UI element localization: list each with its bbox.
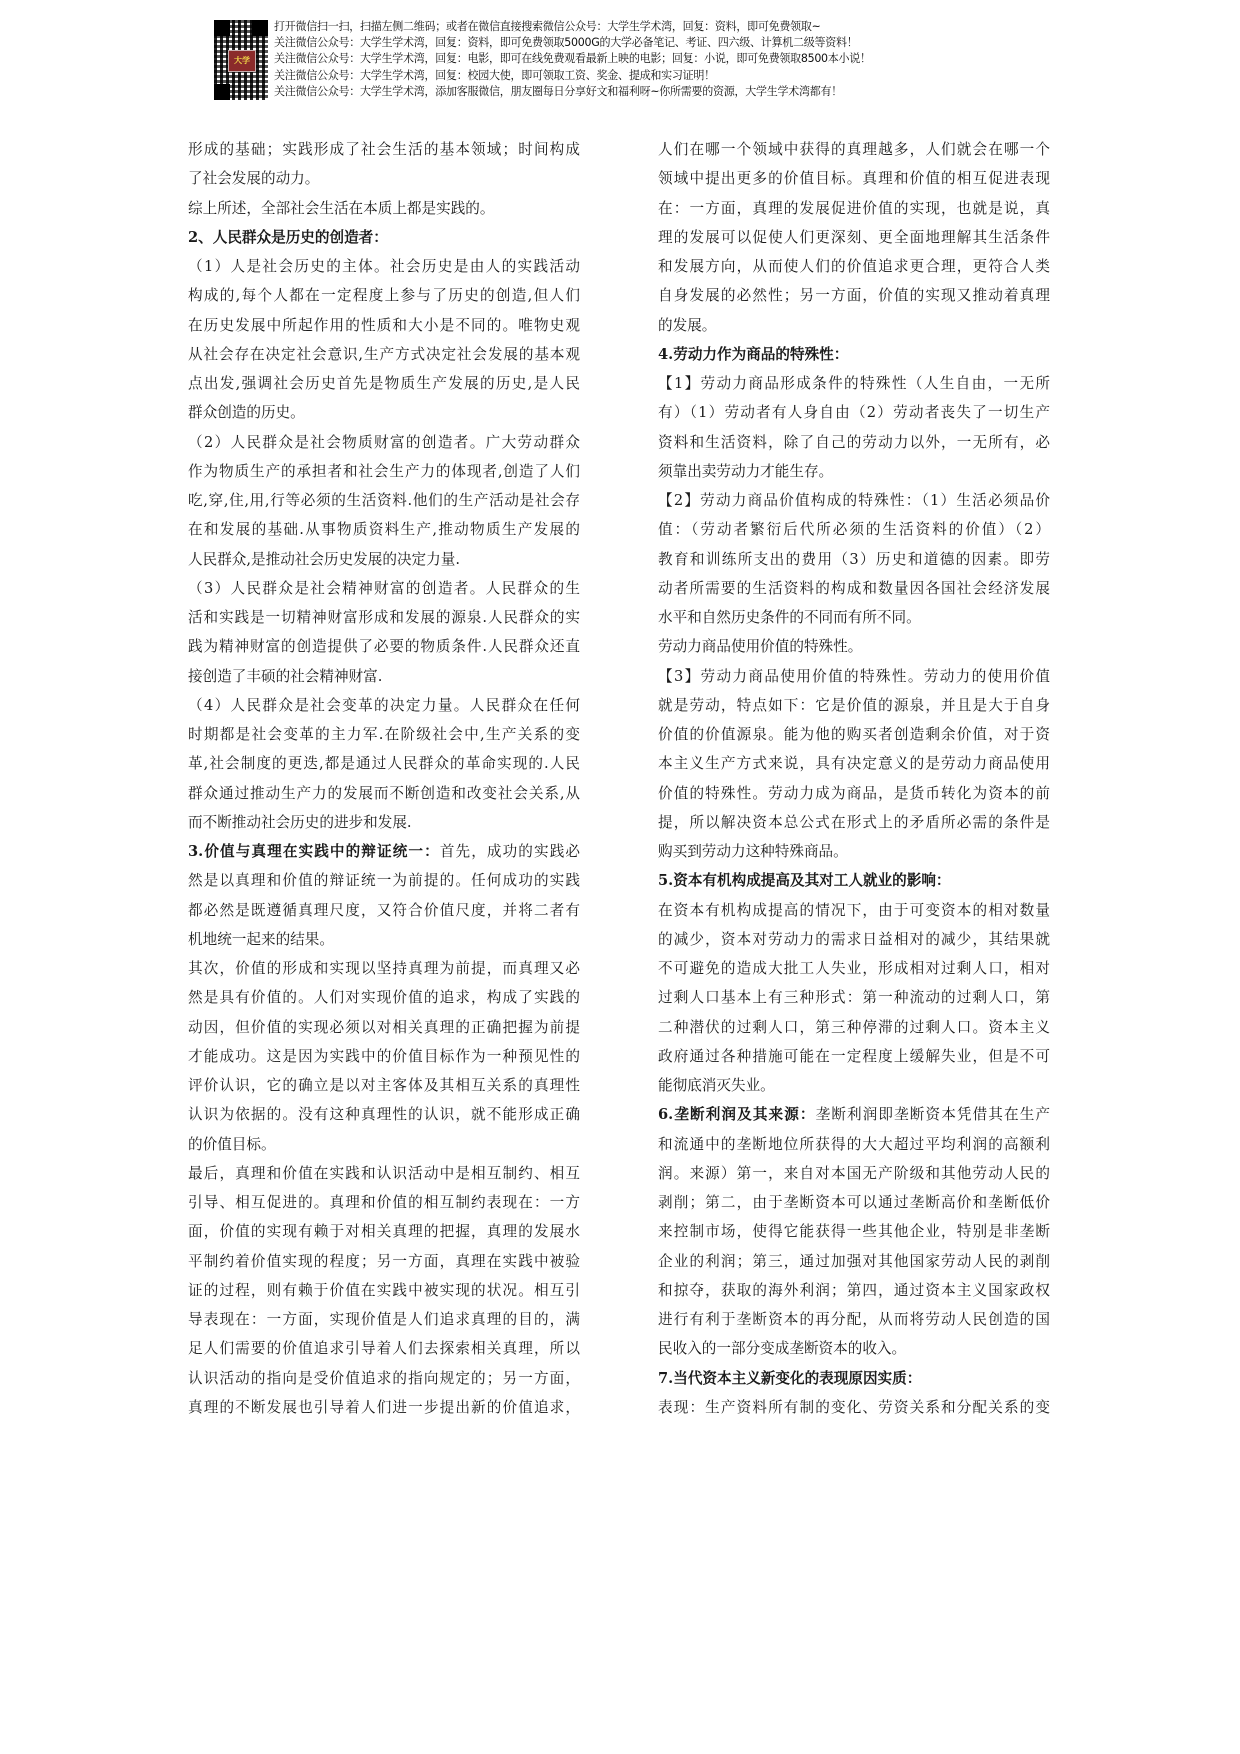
paragraph-line [658,1334,1050,1363]
paragraph-line [188,1188,580,1217]
paragraph-line [658,1130,1050,1159]
body-text: 教育和训练所支出的费用（3）历史和道德的因素。即劳 [658,550,1050,568]
body-text: 认识活动的指向是受价值追求的指向规定的；另一方面， [188,1369,580,1387]
body-text: 的减少，资本对劳动力的需求日益相对的减少，其结果就 [658,930,1050,948]
paragraph-line [658,896,1050,925]
body-text: 价值的特殊性。劳动力成为商品，是货币转化为资本的前 [658,784,1050,802]
paragraph-line [188,515,580,544]
paragraph-line [658,662,1050,691]
body-text: 活和实践是一切精神财富形成和发展的源泉.人民群众的实 [188,609,580,626]
body-text: 润。来源）第一，来自对本国无产阶级和其他劳动人民的 [658,1164,1050,1182]
body-text: 然是具有价值的。人们对实现价值的追求，构成了实践的 [188,989,580,1007]
body-text: 垄断利润即垄断资本凭借其在生产 [815,1106,1050,1124]
body-text: 能彻底消灭失业。 [658,1077,775,1094]
body-text: 动因，但价值的实现必须以对相关真理的正确把握为前提 [188,1018,580,1036]
body-text: 平制约着价值实现的程度；另一方面，真理在实践中被验 [188,1252,580,1270]
body-text: 人们在哪一个领域中获得的真理越多，人们就会在哪一个 [658,141,1050,158]
body-text: 首先，成功的实践必 [439,843,580,860]
paragraph-line [188,1071,580,1100]
body-text: 水平和自然历史条件的不同而有所不同。 [658,609,921,626]
body-text: 劳动力商品使用价值的特殊性。 [658,638,863,656]
paragraph-line [188,720,580,749]
paragraph-line [188,1130,580,1159]
section-heading-line [658,1364,1050,1393]
body-text: 时期都是社会变革的主力军.在阶级社会中,生产关系的变 [188,726,580,743]
body-text: 民收入的一部分变成垄断资本的收入。 [658,1340,907,1358]
paragraph-line [188,574,580,603]
body-text: 进行有利于垄断资本的再分配，从而将劳动人民创造的国 [658,1311,1050,1328]
body-text: 企业的利润；第三，通过加强对其他国家劳动人民的剥削 [658,1252,1050,1270]
body-text: 构成的,每个人都在一定程度上参与了历史的创造,但人们 [188,287,580,305]
paragraph-line [188,1042,580,1071]
paragraph-line [658,1159,1050,1188]
paragraph-line [658,1393,1050,1422]
body-text: 足人们需要的价值追求引导着人们去探索相关真理，所以 [188,1340,580,1358]
paragraph-line [658,369,1050,398]
paragraph-line [188,428,580,457]
paragraph-line [658,486,1050,515]
body-text: 导表现在：一方面，实现价值是人们追求真理的目的，满 [188,1311,580,1328]
paragraph-line [188,808,580,837]
paragraph-line [658,837,1050,866]
paragraph-line [188,1276,580,1305]
paragraph-line [658,428,1050,457]
paragraph-line [658,194,1050,223]
paragraph-line [658,720,1050,749]
body-text: 在：一方面，真理的发展促进价值的实现，也就是说，真 [658,199,1050,217]
paragraph-line [188,457,580,486]
paragraph-line [188,632,580,661]
paragraph-line [188,369,580,398]
paragraph-line [188,194,580,223]
section-heading-line [188,837,580,866]
body-text: 点出发,强调社会历史首先是物质生产发展的历史,是人民 [188,375,580,392]
paragraph-line [658,1188,1050,1217]
paragraph-line [658,398,1050,427]
section-heading-line [658,1100,1050,1129]
paragraph-line [188,925,580,954]
banner-line: 关注微信公众号：大学生学术湾，回复：资料，即可免费领取5000G的大学必备笔记、考证、四六级、计算机二级等资料！ [274,35,858,50]
banner-text [274,18,896,99]
paragraph-line [188,896,580,925]
section-heading: 3.价值与真理在实践中的辩证统一： [188,843,440,860]
body-text: 了社会发展的动力。 [188,170,320,188]
body-text: 群众创造的历史。 [188,404,305,422]
paragraph-line [658,457,1050,486]
paragraph-line [188,866,580,895]
paragraph-line [658,252,1050,281]
paragraph-line [188,164,580,193]
body-text: 二种潜伏的过剩人口，第三种停滞的过剩人口。资本主义 [658,1018,1050,1036]
body-text: 领域中提出更多的价值目标。真理和价值的相互促进表现 [658,170,1050,188]
body-text: 面，价值的实现有赖于对相关真理的把握，真理的发展水 [188,1223,580,1241]
body-text: 最后，真理和价值在实践和认识活动中是相互制约、相互 [188,1164,580,1182]
paragraph-line [658,1247,1050,1276]
body-text: 在资本有机构成提高的情况下，由于可变资本的相对数量 [658,901,1050,919]
paragraph-line [188,398,580,427]
paragraph-line [188,1159,580,1188]
section-heading: 4.劳动力作为商品的特殊性： [658,345,849,363]
paragraph-line [658,779,1050,808]
paragraph-line [188,1100,580,1129]
paragraph-line [188,281,580,310]
paragraph-line [188,662,580,691]
body-text: 在历史发展中所起作用的性质和大小是不同的。唯物史观 [188,316,580,334]
body-text: 动者所需要的生活资料的构成和数量因各国社会经济发展 [658,579,1050,597]
body-text: 政府通过各种措施可能在一定程度上缓解失业，但是不可 [658,1047,1050,1065]
paragraph-line [188,1393,580,1422]
promo-banner [214,18,954,104]
qr-logo: 大学 [228,50,256,72]
paragraph-line [188,1334,580,1363]
paragraph-line [188,135,580,164]
body-text: 而不断推动社会历史的进步和发展. [188,813,412,831]
body-text: 购买到劳动力这种特殊商品。 [658,843,848,860]
banner-line: 关注微信公众号：大学生学术湾，添加客服微信，朋友圈每日分享好文和福利呀~你所需要的资源，大学生学术湾都有！ [274,83,843,98]
section-heading-line [658,866,1050,895]
body-text: 和发展方向，从而使人们的价值追求更合理，更符合人类 [658,258,1050,275]
section-heading: 5.资本有机构成提高及其对工人就业的影响： [658,872,951,890]
paragraph-line [658,1217,1050,1246]
paragraph-line [658,164,1050,193]
paragraph-line [188,545,580,574]
paragraph-line [188,1305,580,1334]
body-text: 人民群众,是推动社会历史发展的决定力量. [188,550,460,568]
body-text: 就是劳动，特点如下：它是价值的源泉，并且是大于自身 [658,696,1050,714]
paragraph-line [658,1042,1050,1071]
paragraph-line [658,1071,1050,1100]
body-text: （2）人民群众是社会物质财富的创造者。广大劳动群众 [188,433,580,451]
body-text: 提，所以解决资本总公式在形式上的矛盾所必需的条件是 [658,813,1050,831]
body-text: 自身发展的必然性；另一方面，价值的实现又推动着真理 [658,287,1050,305]
paragraph-line [658,545,1050,574]
banner-line: 打开微信扫一扫，扫描左侧二维码；或者在微信直接搜索微信公众号：大学生学术湾，回复：资料，即可免费领取~ [274,19,821,33]
paragraph-line [658,632,1050,661]
body-text: 有）（1）劳动者有人身自由（2）劳动者丧失了一切生产 [658,404,1050,422]
paragraph-line [658,691,1050,720]
paragraph-line [658,135,1050,164]
body-text: 和掠夺，获取的海外利润；第四，通过资本主义国家政权 [658,1281,1050,1299]
paragraph-line [658,1013,1050,1042]
body-text: 理的发展可以促使人们更深刻、更全面地理解其生活条件 [658,228,1050,246]
body-text: 接创造了丰硕的社会精神财富. [188,667,383,685]
paragraph-line [658,281,1050,310]
body-text: 过剩人口基本上有三种形式：第一种流动的过剩人口，第 [658,989,1050,1007]
paragraph-line [658,1305,1050,1334]
body-text: 【2】劳动力商品价值构成的特殊性：（1）生活必须品价 [658,492,1050,509]
paragraph-line [658,311,1050,340]
paragraph-line [188,779,580,808]
body-text: 剥削；第二，由于垄断资本可以通过垄断高价和垄断低价 [658,1194,1050,1211]
body-text: 证的过程，则有赖于价值在实践中被实现的状况。相互引 [188,1281,580,1299]
paragraph-line [188,311,580,340]
body-text: 须靠出卖劳动力才能生存。 [658,462,834,480]
paragraph-line [188,1217,580,1246]
body-text: （1）人是社会历史的主体。社会历史是由人的实践活动 [188,258,580,275]
body-text: 吃,穿,住,用,行等必须的生活资料.他们的生产活动是社会存 [188,492,580,509]
section-heading-line [188,223,580,252]
body-text: 其次，价值的形成和实现以坚持真理为前提，而真理又必 [188,960,580,977]
body-text: 的发展。 [658,316,717,334]
body-text: 的价值目标。 [188,1135,276,1153]
body-text: 都必然是既遵循真理尺度，又符合价值尺度，并将二者有 [188,901,580,919]
body-text: 评价认识，它的确立是以对主客体及其相互关系的真理性 [188,1077,580,1094]
paragraph-line [188,749,580,778]
body-text: （3）人民群众是社会精神财富的创造者。人民群众的生 [188,579,580,597]
body-text: 从社会存在决定社会意识,生产方式决定社会发展的基本观 [188,345,580,363]
section-heading-line [658,340,1050,369]
body-text: 真理的不断发展也引导着人们进一步提出新的价值追求， [188,1398,580,1416]
body-text: 综上所述，全部社会生活在本质上都是实践的。 [188,199,495,217]
banner-line: 关注微信公众号：大学生学术湾，回复：电影，即可在线免费观看最新上映的电影；回复：小说，即可免费领取8500本小说！ [274,51,871,66]
body-text: 在和发展的基础.从事物质资料生产,推动物质生产发展的 [188,521,580,539]
paragraph-line [658,1276,1050,1305]
section-heading: 6.垄断利润及其来源： [658,1106,816,1124]
body-text: 机地统一起来的结果。 [188,930,334,948]
paragraph-line [188,1364,580,1393]
body-text: 不可避免的造成大批工人失业，形成相对过剩人口，相对 [658,960,1050,977]
body-text: 本主义生产方式来说，具有决定意义的是劳动力商品使用 [658,755,1050,773]
body-text: 践为精神财富的创造提供了必要的物质条件.人民群众还直 [188,638,580,656]
paragraph-line [658,603,1050,632]
body-text: 来控制市场，使得它能获得一些其他企业，特别是非垄断 [658,1223,1050,1241]
qr-code-icon[interactable] [214,20,268,100]
paragraph-line [658,808,1050,837]
paragraph-line [188,486,580,515]
paragraph-line [188,252,580,281]
banner-line: 关注微信公众号：大学生学术湾，回复：校园大使，即可领取工资、奖金、提成和实习证明！ [274,67,715,82]
paragraph-line [658,749,1050,778]
body-text: 革,社会制度的更迭,都是通过人民群众的革命实现的.人民 [188,755,580,773]
paragraph-line [188,954,580,983]
paragraph-line [188,340,580,369]
body-text: 价值的价值源泉。能为他的购买者创造剩余价值，对于资 [658,726,1050,743]
body-text: 【1】劳动力商品形成条件的特殊性（人生自由，一无所 [658,375,1050,392]
paragraph-line [658,954,1050,983]
paragraph-line [658,574,1050,603]
paragraph-line [658,925,1050,954]
paragraph-line [188,1247,580,1276]
body-text: 群众通过推动生产力的发展而不断创造和改变社会关系,从 [188,784,580,802]
paragraph-line [658,515,1050,544]
body-text: 值：（劳动者繁衍后代所必须的生活资料的价值）（2） [658,521,1050,539]
body-text: 然是以真理和价值的辩证统一为前提的。任何成功的实践 [188,872,580,890]
paragraph-line [658,983,1050,1012]
paragraph-line [188,691,580,720]
body-text: 表现：生产资料所有制的变化、劳资关系和分配关系的变 [658,1398,1050,1416]
body-text: 资料和生活资料，除了自己的劳动力以外，一无所有，必 [658,433,1050,451]
body-text: 作为物质生产的承担者和社会生产力的体现者,创造了人们 [188,462,580,480]
paragraph-line [188,603,580,632]
body-text: 形成的基础；实践形成了社会生活的基本领域；时间构成 [188,141,580,158]
section-heading: 7.当代资本主义新变化的表现原因实质： [658,1369,922,1387]
body-text: 【3】劳动力商品使用价值的特殊性。劳动力的使用价值 [658,667,1050,685]
right-text-column [658,135,1050,1422]
paragraph-line [188,983,580,1012]
section-heading: 2、人民群众是历史的创造者： [188,228,388,246]
body-text: 才能成功。这是因为实践中的价值目标作为一种预见性的 [188,1047,580,1065]
body-text: 认识为依据的。没有这种真理性的认识，就不能形成正确 [188,1106,580,1124]
body-text: （4）人民群众是社会变革的决定力量。人民群众在任何 [188,696,580,714]
left-text-column [188,135,580,1422]
paragraph-line [658,223,1050,252]
body-text: 和流通中的垄断地位所获得的大大超过平均利润的高额利 [658,1135,1050,1153]
paragraph-line [188,1013,580,1042]
body-text: 引导、相互促进的。真理和价值的相互制约表现在：一方 [188,1194,580,1211]
